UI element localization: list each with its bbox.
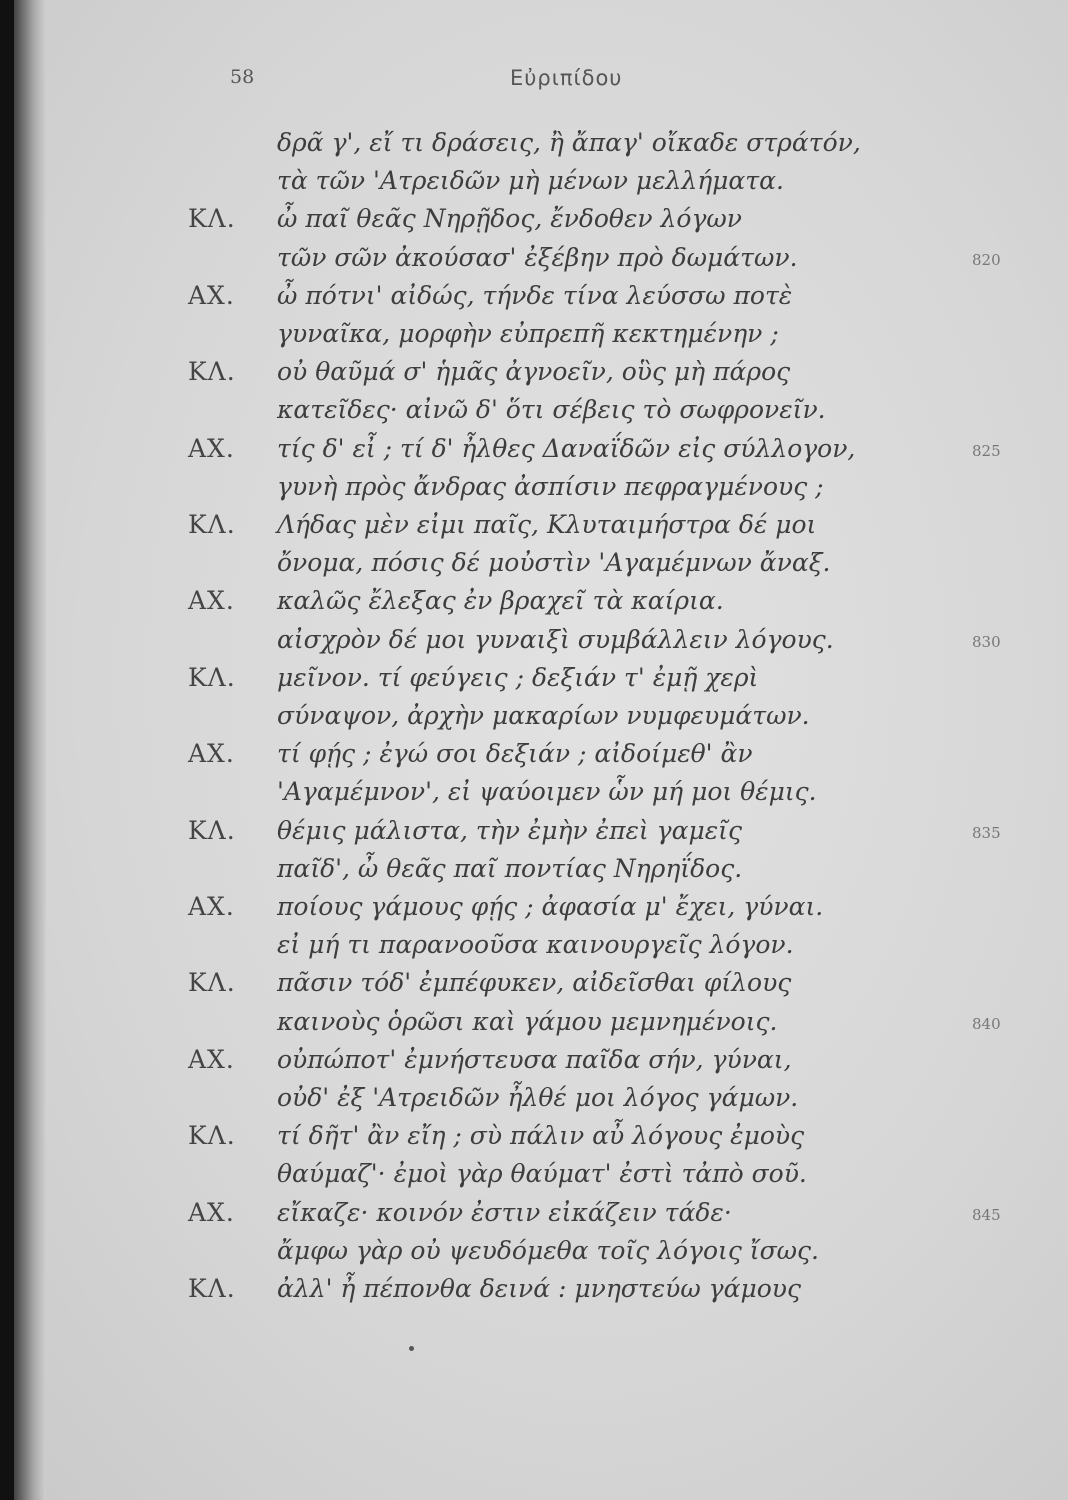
verse-text: εἰ μή τι παρανοοῦσα καινουργεῖς λόγον. (277, 930, 794, 960)
verse-line (0, 434, 1068, 472)
verse-line (0, 472, 1068, 510)
verse-line (0, 243, 1068, 281)
verse-line (0, 1083, 1068, 1121)
verse-text: τίς δ' εἶ ; τί δ' ἦλθες Δαναΐδῶν εἰς σύλλογον, (277, 433, 856, 463)
speaker-label: ΚΛ. (188, 662, 236, 692)
speaker-label: ΚΛ. (188, 357, 236, 387)
speaker-label: ΚΛ. (188, 510, 236, 539)
verse-line (0, 1007, 1068, 1045)
verse-text: μεῖνον. τί φεύγεις ; δεξιάν τ' ἐμῇ χερὶ (277, 662, 759, 692)
verse-text: πᾶσιν τόδ' ἐμπέφυκεν, αἰδεῖσθαι φίλους (277, 968, 792, 998)
verse-text: τὰ τῶν 'Ατρειδῶν μὴ μένων μελλήματα. (277, 166, 784, 196)
verse-text: ἀλλ' ἦ πέπονθα δεινά : μνηστεύω γάμους (277, 1274, 801, 1303)
speaker-label: ΚΛ. (188, 1121, 236, 1151)
verse-line (0, 701, 1068, 739)
verse-text: εἴκαζε· κοινόν ἐστιν εἰκάζειν τάδε· (277, 1197, 732, 1227)
speaker-label: ΑΧ. (188, 1197, 235, 1227)
speaker-label: ΑΧ. (188, 433, 235, 463)
verse-line (0, 1159, 1068, 1197)
verse-text: ὦ παῖ θεᾶς Νηρῇδος, ἔνδοθεν λόγων (277, 204, 742, 234)
verse-line (0, 1121, 1068, 1159)
verse-text: θέμις μάλιστα, τὴν ἐμὴν ἐπεὶ γαμεῖς (277, 815, 742, 845)
verse-text: Λήδας μὲν εἰμι παῖς, Κλυταιμήστρα δέ μοι (277, 510, 817, 539)
ink-speck (409, 1346, 414, 1351)
verse-line (0, 1198, 1068, 1236)
verse-line (0, 548, 1068, 586)
verse-line (0, 625, 1068, 663)
verse-text: σύναψον, ἀρχὴν μακαρίων νυμφευμάτων. (277, 701, 810, 730)
verse-text: κατεῖδες· αἰνῶ δ' ὅτι σέβεις τὸ σωφρονεῖν. (277, 395, 826, 425)
speaker-label: ΚΛ. (188, 1274, 236, 1303)
verse-line (0, 204, 1068, 242)
verse-line (0, 930, 1068, 968)
speaker-label: ΑΧ. (188, 739, 235, 769)
verse-text: γυναῖκα, μορφὴν εὐπρεπῆ κεκτημένην ; (277, 319, 779, 348)
verse-text: καλῶς ἔλεξας ἐν βραχεῖ τὰ καίρια. (277, 586, 724, 616)
line-number: 845 (972, 1205, 1001, 1224)
verse-text: 'Αγαμέμνον', εἰ ψαύοιμεν ὧν μή μοι θέμις. (277, 777, 817, 807)
verse-text: τί φῄς ; ἐγώ σοι δεξιάν ; αἰδοίμεθ' ἂν (277, 739, 753, 769)
verse-text: γυνὴ πρὸς ἄνδρας ἀσπίσιν πεφραγμένους ; (277, 471, 824, 501)
speaker-label: ΑΧ. (188, 892, 235, 921)
speaker-label: ΚΛ. (188, 204, 236, 234)
verse-line (0, 1236, 1068, 1274)
verse-line (0, 739, 1068, 777)
line-number: 820 (972, 250, 1001, 269)
line-number: 835 (972, 823, 1001, 842)
line-number: 840 (972, 1014, 1001, 1033)
speaker-label: ΑΧ. (188, 280, 235, 310)
speaker-label: ΚΛ. (188, 815, 236, 845)
running-title: Εὐριπίδου (510, 66, 623, 90)
verse-line (0, 816, 1068, 854)
speaker-label: ΑΧ. (188, 1044, 235, 1074)
line-number: 830 (972, 632, 1001, 651)
speaker-label: ΑΧ. (188, 586, 235, 616)
verse-line (0, 968, 1068, 1006)
verse-text: παῖδ', ὦ θεᾶς παῖ ποντίας Νηρηΐδος. (277, 853, 743, 883)
verse-line (0, 281, 1068, 319)
verse-text: ἄμφω γὰρ οὐ ψευδόμεθα τοῖς λόγοις ἴσως. (277, 1235, 819, 1265)
verse-text: ποίους γάμους φῄς ; ἀφασία μ' ἔχει, γύναι. (277, 892, 824, 921)
verse-text: αἰσχρὸν δέ μοι γυναιξὶ συμβάλλειν λόγους. (277, 624, 834, 654)
verse-line (0, 854, 1068, 892)
verse-text: τί δῆτ' ἂν εἴη ; σὺ πάλιν αὖ λόγους ἐμοὺς (277, 1121, 805, 1151)
verse-text: ὄνομα, πόσις δέ μοὐστὶν 'Αγαμέμνων ἄναξ. (277, 548, 831, 578)
verse-line (0, 777, 1068, 815)
verse-text: δρᾶ γ', εἴ τι δράσεις, ἢ ἄπαγ' οἴκαδε στράτόν, (277, 128, 861, 157)
verse-line (0, 357, 1068, 395)
verse-line (0, 1274, 1068, 1312)
verse-line (0, 319, 1068, 357)
verse-line (0, 128, 1068, 166)
verse-text: οὐδ' ἐξ 'Ατρειδῶν ἦλθέ μοι λόγος γάμων. (277, 1083, 799, 1112)
verse-text: οὐ θαῦμά σ' ἡμᾶς ἀγνοεῖν, οὓς μὴ πάρος (277, 357, 791, 387)
speaker-label: ΚΛ. (188, 968, 236, 998)
page-number: 58 (230, 66, 255, 88)
running-head (0, 66, 1068, 96)
verse-line (0, 395, 1068, 433)
verse-text: καινοὺς ὁρῶσι καὶ γάμου μεμνημένοις. (277, 1006, 778, 1036)
verse-text: τῶν σῶν ἀκούσασ' ἐξέβην πρὸ δωμάτων. (277, 242, 798, 272)
verse-line (0, 1045, 1068, 1083)
verse-line (0, 892, 1068, 930)
verse-text: θαύμαζ'· ἐμοὶ γὰρ θαύματ' ἐστὶ τἀπὸ σοῦ. (277, 1159, 807, 1189)
verse-line (0, 166, 1068, 204)
verse-text: οὐπώποτ' ἐμνήστευσα παῖδα σήν, γύναι, (277, 1044, 792, 1074)
verse-line (0, 586, 1068, 624)
verse-line (0, 663, 1068, 701)
verse-text: ὦ πότνι' αἰδώς, τήνδε τίνα λεύσσω ποτὲ (277, 280, 793, 310)
verse-line (0, 510, 1068, 548)
line-number: 825 (972, 441, 1001, 460)
